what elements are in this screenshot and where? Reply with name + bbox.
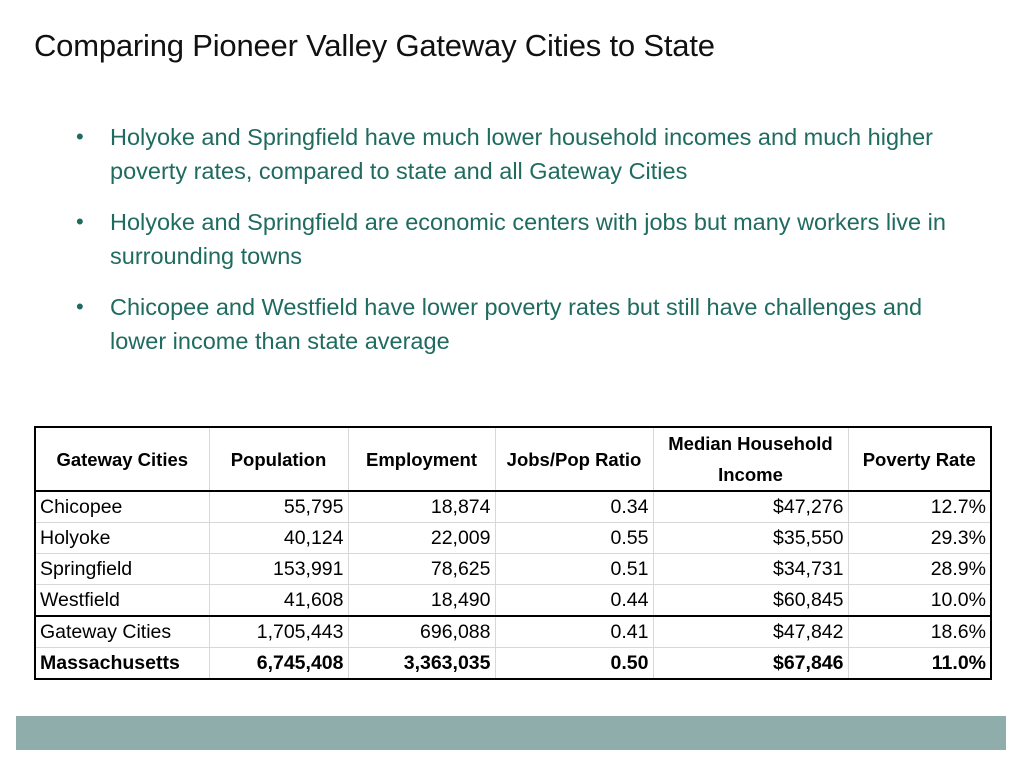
cell-population: 55,795 — [209, 491, 348, 523]
cell-median-income: $47,276 — [653, 491, 848, 523]
cell-employment: 18,874 — [348, 491, 495, 523]
cell-city: Chicopee — [35, 491, 209, 523]
header-employment: Employment — [348, 427, 495, 491]
cell-population: 41,608 — [209, 585, 348, 617]
cell-median-income: $34,731 — [653, 554, 848, 585]
header-median-household-income: Median Household Income — [653, 427, 848, 491]
cell-poverty-rate: 18.6% — [848, 616, 991, 648]
cell-population: 40,124 — [209, 523, 348, 554]
bullet-icon: • — [76, 124, 84, 149]
cell-population: 1,705,443 — [209, 616, 348, 648]
cell-median-income: $35,550 — [653, 523, 848, 554]
bullet-list — [74, 120, 954, 375]
table-row — [35, 523, 991, 554]
cell-city: Springfield — [35, 554, 209, 585]
table-row — [35, 554, 991, 585]
table-header-row — [35, 427, 991, 491]
cell-employment: 696,088 — [348, 616, 495, 648]
cell-jobs-pop-ratio: 0.34 — [495, 491, 653, 523]
cell-jobs-pop-ratio: 0.44 — [495, 585, 653, 617]
cell-median-income: $67,846 — [653, 648, 848, 680]
table-row — [35, 491, 991, 523]
cell-city: Holyoke — [35, 523, 209, 554]
bullet-text: Holyoke and Springfield are economic centers with jobs but many workers live in surrounding towns — [110, 209, 946, 269]
cell-median-income: $60,845 — [653, 585, 848, 617]
cell-city: Massachusetts — [35, 648, 209, 680]
cell-employment: 3,363,035 — [348, 648, 495, 680]
cell-poverty-rate: 10.0% — [848, 585, 991, 617]
cell-employment: 18,490 — [348, 585, 495, 617]
cell-jobs-pop-ratio: 0.41 — [495, 616, 653, 648]
header-poverty-rate: Poverty Rate — [848, 427, 991, 491]
header-population: Population — [209, 427, 348, 491]
bullet-item — [74, 205, 954, 273]
cell-poverty-rate: 12.7% — [848, 491, 991, 523]
header-jobs-pop-ratio: Jobs/Pop Ratio — [495, 427, 653, 491]
bullet-item — [74, 290, 954, 358]
table-row — [35, 648, 991, 680]
cell-city: Gateway Cities — [35, 616, 209, 648]
cell-jobs-pop-ratio: 0.50 — [495, 648, 653, 680]
cell-city: Westfield — [35, 585, 209, 617]
table-row — [35, 585, 991, 617]
cell-jobs-pop-ratio: 0.55 — [495, 523, 653, 554]
cell-population: 6,745,408 — [209, 648, 348, 680]
cell-employment: 22,009 — [348, 523, 495, 554]
slide-title: Comparing Pioneer Valley Gateway Cities to State — [34, 28, 715, 63]
comparison-table — [34, 426, 992, 680]
footer-bar — [16, 716, 1006, 750]
header-gateway-cities: Gateway Cities — [35, 427, 209, 491]
bullet-icon: • — [76, 209, 84, 234]
bullet-item — [74, 120, 954, 188]
cell-employment: 78,625 — [348, 554, 495, 585]
cell-median-income: $47,842 — [653, 616, 848, 648]
bullet-text: Holyoke and Springfield have much lower household incomes and much higher poverty rates, compared to state and all Gateway Cities — [110, 124, 933, 184]
cell-jobs-pop-ratio: 0.51 — [495, 554, 653, 585]
bullet-text: Chicopee and Westfield have lower poverty rates but still have challenges and lower income than state average — [110, 294, 923, 354]
cell-population: 153,991 — [209, 554, 348, 585]
cell-poverty-rate: 29.3% — [848, 523, 991, 554]
cell-poverty-rate: 11.0% — [931, 651, 986, 674]
table-row — [35, 616, 991, 648]
cell-poverty-rate: 28.9% — [848, 554, 991, 585]
bullet-icon: • — [76, 294, 84, 319]
